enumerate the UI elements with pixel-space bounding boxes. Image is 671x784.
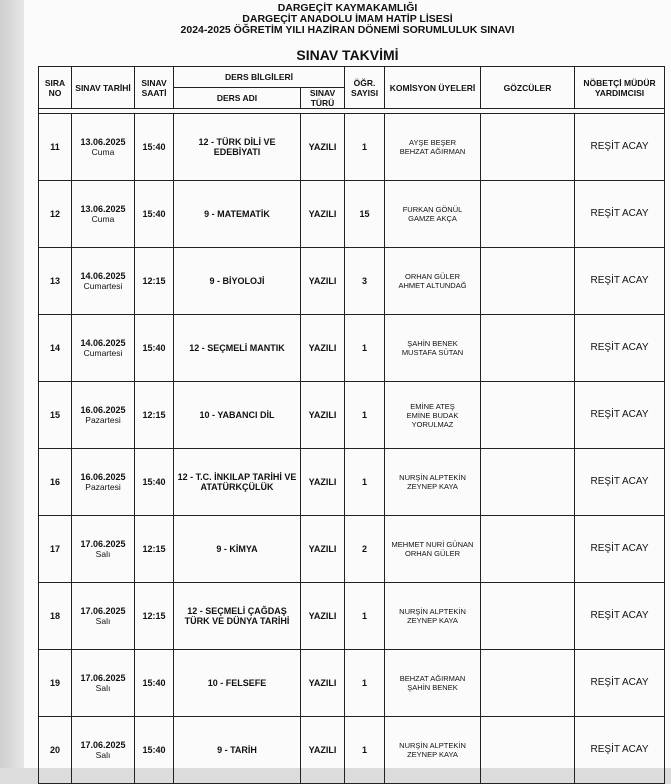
row-observers (481, 114, 575, 181)
row-observers (481, 717, 575, 784)
table-row (39, 650, 665, 717)
row-members (385, 650, 481, 717)
row-course: 9 - BİYOLOJİ (174, 248, 301, 315)
col-sinav-saati: SINAV SAATİ (135, 67, 174, 109)
row-day: Salı (95, 616, 111, 626)
member-name: NURŞİN ALPTEKİN (399, 473, 466, 482)
row-members (385, 114, 481, 181)
member-name: ŞAHİN BENEK (407, 683, 458, 692)
document-header (24, 3, 671, 36)
row-no: 18 (39, 583, 72, 650)
row-time: 15:40 (135, 717, 174, 784)
col-sinav-turu: SINAV TÜRÜ (301, 88, 345, 109)
row-date (72, 315, 135, 382)
member-name: ZEYNEP KAYA (407, 750, 458, 759)
row-no: 13 (39, 248, 72, 315)
table-row (39, 717, 665, 784)
row-day: Pazartesi (85, 482, 121, 492)
col-ders-adi: DERS ADI (174, 88, 301, 109)
row-no: 15 (39, 382, 72, 449)
row-deputy: REŞİT ACAY (575, 650, 665, 717)
row-time: 12:15 (135, 516, 174, 583)
row-observers (481, 516, 575, 583)
member-name: EMİNE BUDAK (406, 410, 459, 420)
header-line-2: DARGEÇİT ANADOLU İMAM HATİP LİSESİ (242, 13, 453, 25)
table-row (39, 248, 665, 315)
member-name: AYŞE BEŞER (409, 138, 456, 147)
row-no: 11 (39, 114, 72, 181)
row-date-value: 13.06.2025 (80, 137, 126, 147)
col-nobetci: NÖBETÇİ MÜDÜR YARDIMCISI (575, 67, 665, 109)
col-komisyon: KOMİSYON ÜYELERİ (385, 67, 481, 109)
row-type: YAZILI (301, 248, 345, 315)
member-name: BEHZAT AĞIRMAN (399, 674, 466, 683)
row-time: 15:40 (135, 449, 174, 516)
row-day: Cuma (91, 214, 115, 224)
row-observers (481, 181, 575, 248)
row-day: Cumartesi (83, 348, 123, 358)
row-day: Cuma (91, 147, 115, 157)
row-count: 1 (345, 315, 385, 382)
row-deputy: REŞİT ACAY (575, 181, 665, 248)
row-date (72, 248, 135, 315)
row-deputy: REŞİT ACAY (575, 449, 665, 516)
row-date (72, 181, 135, 248)
row-type: YAZILI (301, 650, 345, 717)
row-members (385, 315, 481, 382)
row-day: Salı (95, 683, 111, 693)
member-name: ORHAN GÜLER (405, 272, 461, 281)
member-name: ORHAN GÜLER (405, 549, 461, 558)
row-members (385, 516, 481, 583)
row-members (385, 382, 481, 449)
page-edge-shadow (0, 0, 24, 768)
row-date (72, 650, 135, 717)
row-time: 15:40 (135, 114, 174, 181)
header-line-1: DARGEÇİT KAYMAKAMLIĞI (277, 2, 418, 14)
row-type: YAZILI (301, 516, 345, 583)
col-ogr-sayisi: ÖĞR. SAYISI (345, 67, 385, 109)
row-type: YAZILI (301, 315, 345, 382)
row-type: YAZILI (301, 583, 345, 650)
row-date-value: 17.06.2025 (80, 539, 126, 549)
row-members (385, 717, 481, 784)
row-count: 1 (345, 650, 385, 717)
row-day: Salı (95, 549, 111, 559)
table-body (39, 114, 665, 784)
row-deputy: REŞİT ACAY (575, 315, 665, 382)
row-date (72, 583, 135, 650)
table-header (39, 67, 665, 109)
member-name: ZEYNEP KAYA (407, 482, 458, 491)
member-name: MUSTAFA SÜTAN (401, 348, 464, 357)
row-date (72, 449, 135, 516)
member-name: BEHZAT AĞIRMAN (399, 147, 466, 156)
row-day: Salı (95, 750, 111, 760)
row-date-value: 17.06.2025 (80, 740, 126, 750)
row-day: Cumartesi (83, 281, 123, 291)
member-name: NURŞİN ALPTEKİN (399, 741, 466, 750)
row-observers (481, 382, 575, 449)
row-members (385, 248, 481, 315)
row-course: 12 - SEÇMELİ ÇAĞDAŞ TÜRK VE DÜNYA TARİHİ (174, 583, 301, 650)
table-row (39, 315, 665, 382)
member-name: ŞAHİN BENEK (407, 339, 458, 348)
row-observers (481, 315, 575, 382)
row-course: 10 - FELSEFE (174, 650, 301, 717)
member-name: MEHMET NURİ GÜNAN (391, 540, 474, 549)
row-type: YAZILI (301, 382, 345, 449)
row-time: 12:15 (135, 382, 174, 449)
row-course: 12 - T.C. İNKILAP TARİHİ VE ATATÜRKÇÜLÜK (174, 449, 301, 516)
exam-schedule-table (38, 66, 665, 784)
row-course: 12 - TÜRK DİLİ VE EDEBİYATI (174, 114, 301, 181)
row-day: Pazartesi (85, 415, 121, 425)
row-course: 9 - KİMYA (174, 516, 301, 583)
row-deputy: REŞİT ACAY (575, 382, 665, 449)
row-members (385, 583, 481, 650)
row-date (72, 114, 135, 181)
row-type: YAZILI (301, 717, 345, 784)
row-count: 1 (345, 449, 385, 516)
row-course: 9 - MATEMATİK (174, 181, 301, 248)
row-deputy: REŞİT ACAY (575, 114, 665, 181)
page-title: SINAV TAKVİMİ (296, 47, 399, 63)
row-time: 15:40 (135, 315, 174, 382)
row-count: 15 (345, 181, 385, 248)
row-no: 20 (39, 717, 72, 784)
row-observers (481, 650, 575, 717)
row-date-value: 16.06.2025 (80, 472, 126, 482)
row-no: 12 (39, 181, 72, 248)
row-date-value: 13.06.2025 (80, 204, 126, 214)
row-date-value: 14.06.2025 (80, 338, 126, 348)
col-sinav-tarihi: SINAV TARİHİ (72, 67, 135, 109)
row-time: 15:40 (135, 650, 174, 717)
row-date (72, 516, 135, 583)
member-name: YORULMAZ (411, 419, 454, 429)
row-time: 12:15 (135, 583, 174, 650)
row-observers (481, 449, 575, 516)
col-sira-no: SIRA NO (39, 67, 72, 109)
row-count: 1 (345, 382, 385, 449)
col-gozculer: GÖZCÜLER (481, 67, 575, 109)
row-no: 16 (39, 449, 72, 516)
row-course: 12 - SEÇMELİ MANTIK (174, 315, 301, 382)
header-line-3: 2024-2025 ÖĞRETİM YILI HAZİRAN DÖNEMİ SORUMLULUK SINAVI (180, 24, 515, 36)
row-deputy: REŞİT ACAY (575, 516, 665, 583)
row-time: 12:15 (135, 248, 174, 315)
col-ders-bilgileri: DERS BİLGİLERİ (174, 67, 345, 88)
row-date-value: 16.06.2025 (80, 405, 126, 415)
member-name: FURKAN GÖNÜL (402, 205, 463, 214)
row-date-value: 14.06.2025 (80, 271, 126, 281)
row-date-value: 17.06.2025 (80, 606, 126, 616)
table-row (39, 114, 665, 181)
row-members (385, 449, 481, 516)
row-no: 17 (39, 516, 72, 583)
row-type: YAZILI (301, 181, 345, 248)
row-type: YAZILI (301, 114, 345, 181)
member-name: GAMZE AKÇA (408, 214, 457, 223)
row-no: 14 (39, 315, 72, 382)
row-members (385, 181, 481, 248)
table-row (39, 449, 665, 516)
table-row (39, 181, 665, 248)
row-deputy: REŞİT ACAY (575, 717, 665, 784)
row-deputy: REŞİT ACAY (575, 583, 665, 650)
row-time: 15:40 (135, 181, 174, 248)
row-count: 1 (345, 717, 385, 784)
row-course: 9 - TARİH (174, 717, 301, 784)
member-name: AHMET ALTUNDAĞ (398, 281, 467, 290)
row-no: 19 (39, 650, 72, 717)
row-count: 2 (345, 516, 385, 583)
row-count: 1 (345, 114, 385, 181)
row-observers (481, 248, 575, 315)
member-name: NURŞİN ALPTEKİN (399, 607, 466, 616)
row-course: 10 - YABANCI DİL (174, 382, 301, 449)
row-deputy: REŞİT ACAY (575, 248, 665, 315)
row-date (72, 382, 135, 449)
row-date-value: 17.06.2025 (80, 673, 126, 683)
row-observers (481, 583, 575, 650)
member-name: ZEYNEP KAYA (407, 616, 458, 625)
row-type: YAZILI (301, 449, 345, 516)
table-row (39, 583, 665, 650)
row-date (72, 717, 135, 784)
row-count: 1 (345, 583, 385, 650)
table-row (39, 382, 665, 449)
row-count: 3 (345, 248, 385, 315)
member-name: EMİNE ATEŞ (410, 401, 455, 411)
table-row (39, 516, 665, 583)
